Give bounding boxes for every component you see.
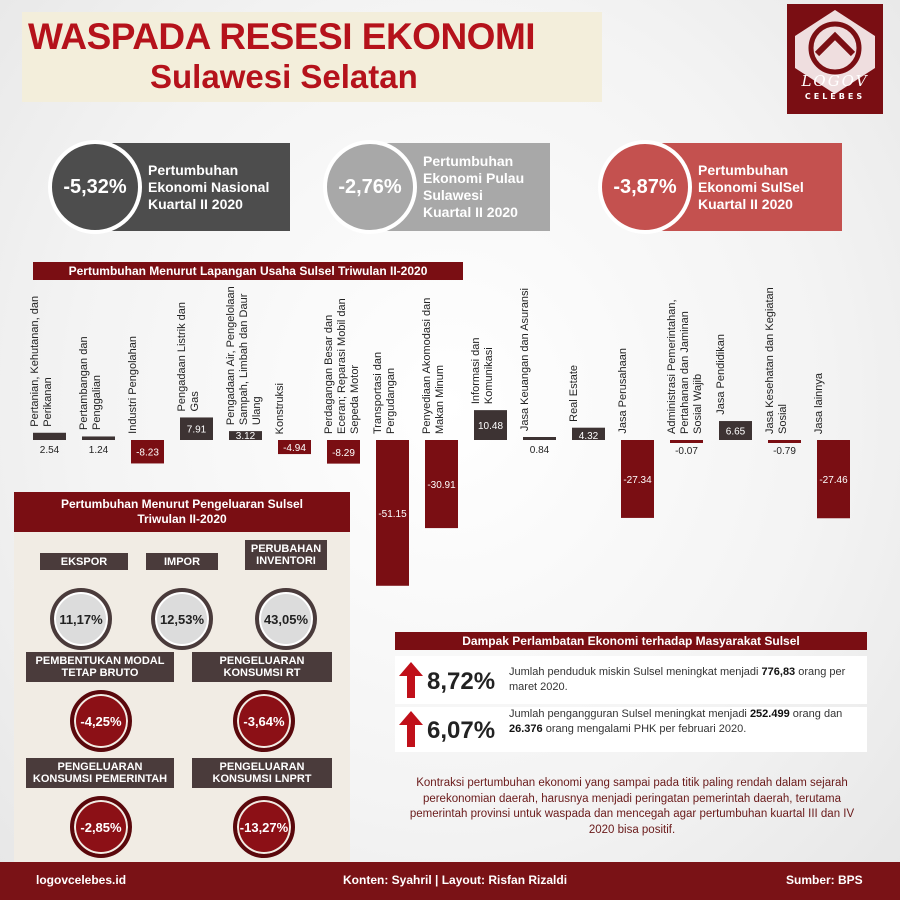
logo-subtext: CELEBES bbox=[804, 92, 866, 101]
category-label: Pengadaan Air, Pengelolaan Sampah, Limbah dan Daur Ulang bbox=[225, 286, 263, 426]
expenditure-value: -3,64% bbox=[233, 690, 295, 752]
bar-value-label: -51.15 bbox=[378, 508, 407, 520]
arrow-up-icon bbox=[399, 711, 423, 747]
expenditure-tag bbox=[40, 553, 128, 570]
impact-description: Jumlah pengangguran Sulsel meningkat menjadi 252.499 orang dan 26.376 orang mengalami PHK per februari 2020. bbox=[509, 708, 843, 735]
bar-value-label: -4.94 bbox=[283, 443, 306, 455]
bar-value-label: -27.46 bbox=[819, 475, 848, 487]
expenditure-tag-line: TETAP BRUTO bbox=[61, 667, 139, 679]
footer-site: logovcelebes.id bbox=[36, 873, 127, 887]
category-label: Perdagangan Besar dan Eceran; Reparasi Mobil dan Sepeda Motor bbox=[323, 298, 361, 434]
bar bbox=[82, 436, 115, 440]
expenditure-tag bbox=[192, 758, 332, 788]
expenditure-tag-line: INVENTORI bbox=[256, 555, 316, 567]
expenditure-value: 12,53% bbox=[151, 588, 213, 650]
summary-label-line: Kuartal II 2020 bbox=[698, 195, 793, 212]
summary-label-line: Pertumbuhan bbox=[148, 161, 239, 178]
expenditure-tag-line: PENGELUARAN bbox=[219, 655, 305, 667]
expenditure-tag-line: PENGELUARAN bbox=[57, 761, 143, 773]
expenditure-title-line: Pertumbuhan Menurut Pengeluaran Sulsel bbox=[60, 497, 304, 511]
category-label: Transportasi dan Pergudangan bbox=[372, 351, 397, 434]
expenditure-title bbox=[14, 492, 350, 532]
bar bbox=[523, 437, 556, 440]
footer-source: Sumber: BPS bbox=[786, 873, 863, 887]
summary-label-line: Sulawesi bbox=[423, 187, 483, 203]
summary-sulawesi bbox=[323, 143, 550, 231]
summary-label-line: Pertumbuhan bbox=[423, 153, 514, 169]
summary-label-line: Kuartal II 2020 bbox=[148, 195, 243, 212]
category-label: Informasi dan Komunikasi bbox=[470, 337, 495, 405]
category-label: Jasa Pendidikan bbox=[715, 334, 727, 416]
expenditure-tag bbox=[26, 758, 174, 788]
page-title: WASPADA RESESI EKONOMI bbox=[28, 16, 536, 57]
bar-value-label: 7.91 bbox=[186, 424, 207, 436]
category-label: Jasa lainnya bbox=[813, 372, 825, 434]
bar bbox=[670, 440, 703, 443]
category-label: Penyediaan Akomodasi dan Makan Minum bbox=[421, 297, 446, 434]
footer-credits: Konten: Syahril | Layout: Risfan Rizaldi bbox=[343, 873, 568, 887]
category-label: Administrasi Pemerintahan, Pertahanan dan Jaminan Sosial Wajib bbox=[666, 299, 704, 434]
expenditure-tag bbox=[192, 652, 332, 682]
expenditure-value: 43,05% bbox=[255, 588, 317, 650]
category-label: Pengadaan Listrik dan Gas bbox=[176, 302, 201, 412]
expenditure-tag bbox=[245, 540, 327, 570]
expenditure-value: -4,25% bbox=[70, 690, 132, 752]
bar-value-label: 6.65 bbox=[725, 426, 746, 438]
impact-title: Dampak Perlambatan Ekonomi terhadap Masyarakat Sulsel bbox=[395, 632, 867, 650]
bar-value-label: -0.79 bbox=[773, 446, 796, 457]
category-label: Pertanian, Kehutanan, dan Perikanan bbox=[29, 295, 54, 427]
expenditure-tag-line: EKSPOR bbox=[60, 555, 108, 568]
expenditure-tag bbox=[146, 553, 218, 570]
category-label: Pertambangan dan Penggalian bbox=[78, 336, 103, 431]
footer bbox=[0, 862, 900, 900]
bar-value-label: -8.29 bbox=[332, 447, 355, 459]
summary-label-line: Pertumbuhan bbox=[698, 161, 789, 178]
summary-label-line: Kuartal II 2020 bbox=[423, 204, 518, 220]
expenditure-tag-line: PENGELUARAN bbox=[219, 761, 305, 773]
bar-value-label: -8.23 bbox=[136, 447, 159, 459]
bar-value-label: -0.07 bbox=[675, 446, 698, 457]
category-label: Real Estate bbox=[568, 364, 580, 422]
impact-row bbox=[395, 656, 867, 704]
arrow-up-icon bbox=[399, 662, 423, 698]
summary-label bbox=[148, 143, 284, 231]
category-label: Industri Pengolahan bbox=[127, 336, 139, 434]
bar-value-label: 0.84 bbox=[529, 445, 550, 456]
impact-percent: 6,07% bbox=[427, 717, 496, 744]
impact-percent: 8,72% bbox=[427, 668, 496, 695]
bar bbox=[33, 433, 66, 440]
bar-value-label: 2.54 bbox=[39, 445, 60, 456]
impact-row bbox=[395, 707, 867, 752]
bar bbox=[768, 440, 801, 443]
expenditure-value: -2,85% bbox=[70, 796, 132, 858]
summary-value: -2,76% bbox=[323, 140, 417, 234]
summary-national bbox=[48, 143, 290, 231]
summary-label-line: Ekonomi SulSel bbox=[698, 178, 804, 195]
bar-value-label: 4.32 bbox=[578, 431, 599, 442]
page-subtitle: Sulawesi Selatan bbox=[150, 58, 418, 95]
impact-description: Jumlah penduduk miskin Sulsel meningkat menjadi 776,83 orang per maret 2020. bbox=[509, 666, 846, 693]
summary-value: -3,87% bbox=[598, 140, 692, 234]
expenditure-tag-line: KONSUMSI LNPRT bbox=[212, 773, 312, 785]
expenditure-tag-line: PERUBAHAN bbox=[250, 543, 322, 555]
bar-value-label: 10.48 bbox=[477, 421, 504, 433]
bar-value-label: 3.12 bbox=[235, 431, 256, 442]
category-label: Jasa Keuangan dan Asuransi bbox=[519, 287, 531, 431]
expenditure-value: -13,27% bbox=[233, 796, 295, 858]
summary-label bbox=[698, 143, 836, 231]
expenditure-value: 11,17% bbox=[50, 588, 112, 650]
summary-value: -5,32% bbox=[48, 140, 142, 234]
expenditure-tag-line: KONSUMSI PEMERINTAH bbox=[32, 773, 168, 785]
closing-text: Kontraksi pertumbuhan ekonomi yang sampai pada titik paling rendah dalam sejarah perekonomian daerah, harusnya menjadi peringatan pemerintah daerah, terutama pemerintah provinsi untuk waspada dan mencegah agar pertumbuhan kuartal III dan IV 2020 bisa positif. bbox=[409, 777, 855, 836]
bar-value-label: -30.91 bbox=[427, 480, 456, 492]
expenditure-tag bbox=[26, 652, 174, 682]
expenditure-tag-line: KONSUMSI RT bbox=[223, 667, 301, 679]
summary-label-line: Ekonomi Pulau bbox=[423, 170, 525, 186]
category-label: Jasa Perusahaan bbox=[617, 348, 629, 434]
category-label: Konstruksi bbox=[274, 382, 286, 434]
summary-label-line: Ekonomi Nasional bbox=[148, 178, 270, 195]
expenditure-tag-line: PEMBENTUKAN MODAL bbox=[35, 655, 165, 667]
expenditure-title-line: Triwulan II-2020 bbox=[137, 512, 227, 526]
summary-label bbox=[423, 143, 544, 231]
bar-value-label: -27.34 bbox=[623, 474, 652, 486]
category-label: Jasa Kesehatan dan Kegiatan Sosial bbox=[764, 287, 789, 434]
logo-text: LOGOV bbox=[801, 72, 869, 90]
expenditure-tag-line: IMPOR bbox=[163, 555, 201, 568]
sector-chart-title: Pertumbuhan Menurut Lapangan Usaha Sulsel Triwulan II-2020 bbox=[33, 262, 463, 280]
bar-value-label: 1.24 bbox=[88, 445, 109, 456]
summary-sulsel bbox=[598, 143, 842, 231]
